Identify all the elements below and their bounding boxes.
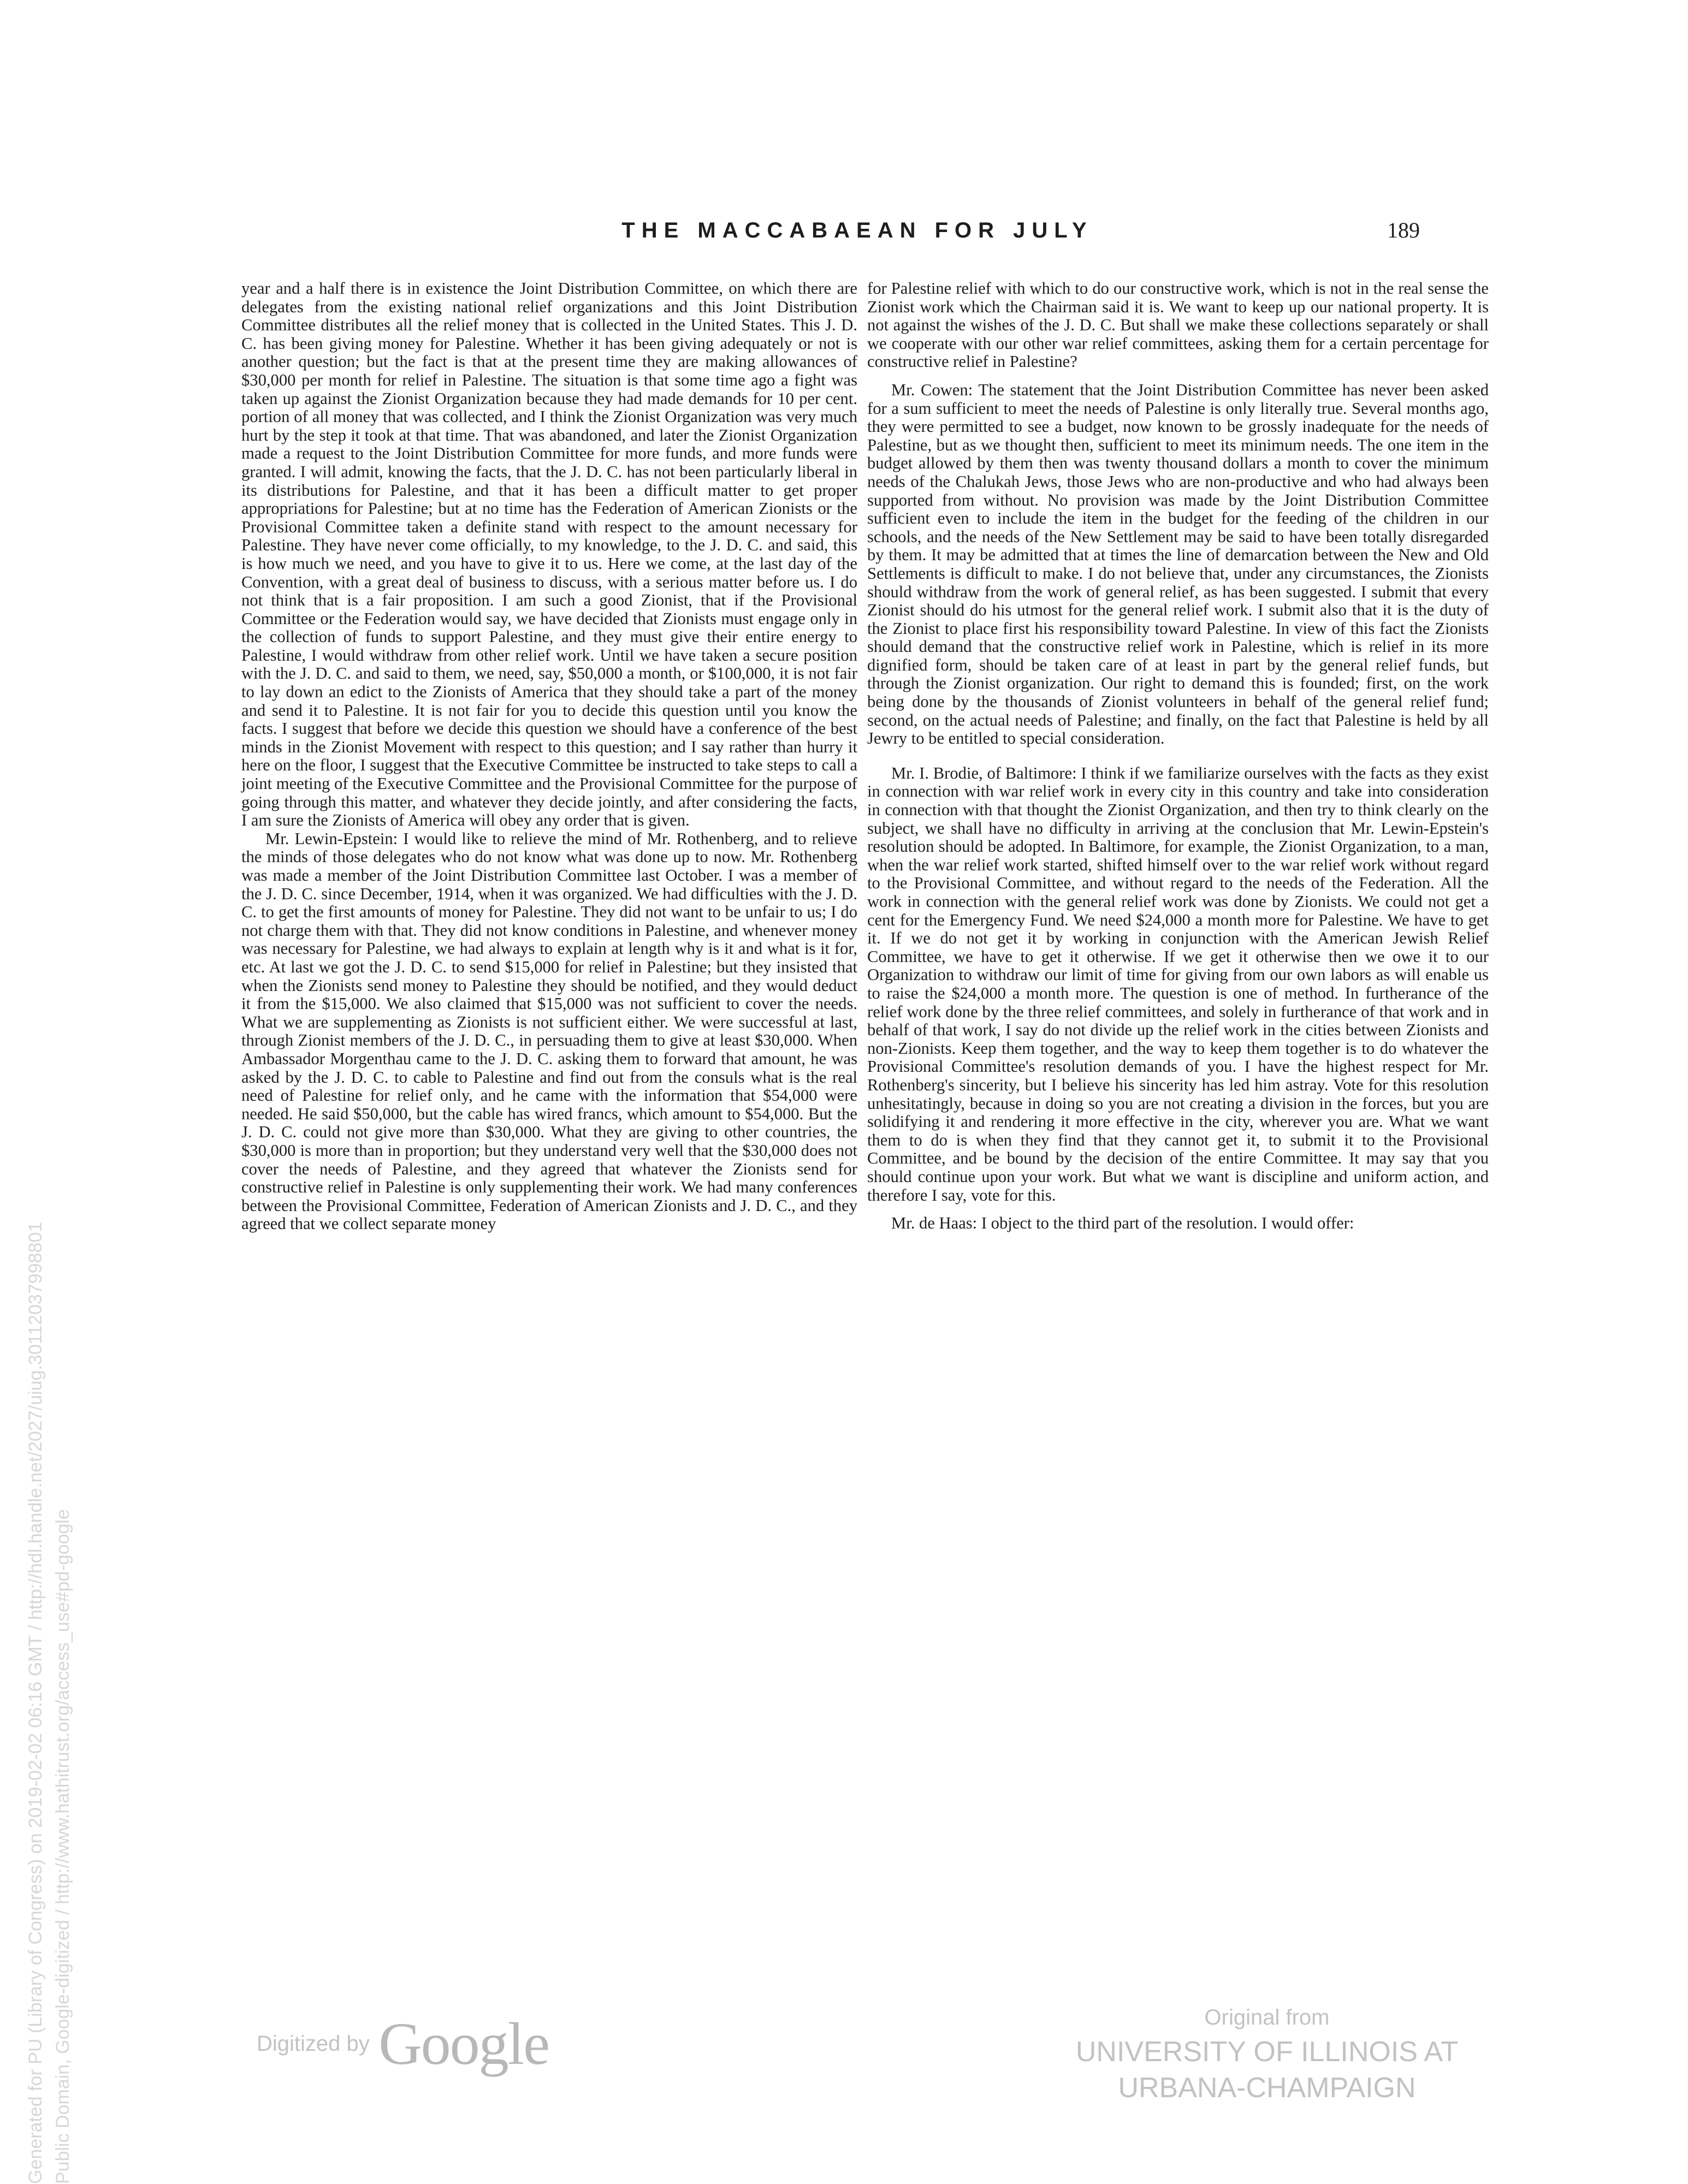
- google-logo: Google: [378, 2010, 549, 2077]
- page-header-title: THE MACCABAEAN FOR JULY: [621, 218, 1093, 242]
- watermark-line: Public Domain, Google-digitized / http://www.hathitrust.org/access_use#pd-google: [52, 1509, 73, 2184]
- watermark-line: Generated for PU (Library of Congress) on 2019-02-02 06:16 GMT / http://hdl.handle.net/2027/uiug.30112037998801: [25, 1221, 46, 2184]
- original-from-mark: [1070, 2001, 1464, 2106]
- paragraph: Mr. I. Brodie, of Baltimore: I think if we familiarize ourselves with the facts as they exist in connection with war relief work in every city in this country and take into consideration in connection with that thought the Zionist Organization, and then try to think clearly on the subject, we shall have no difficulty in arriving at the conclusion that Mr. Lewin-Epstein's resolution should be adopted. In Baltimore, for example, the Zionist Organization, to a man, when the war relief work started, shifted himself over to the war relief work without regard to the Provisional Committee, and without regard to the needs of the Federation. All the work in connection with the general relief work was done by Zionists. We could not get a cent for the Emergency Fund. We need $24,000 a month more for Palestine. We have to get it. If we do not get it by working in conjunction with the American Jewish Relief Committee, we have to get it otherwise. If we get it otherwise then we owe it to our Organization to withdraw our limit of time for giving from our own labors as will enable us to raise the $24,000 a month more. The question is one of method. In furtherance of the relief work done by the three relief committees, and solely in furtherance of that work and in behalf of that work, I say do not divide up the relief work in the cities between Zionists and non-Zionists. Keep them together, and the way to keep them together is to do whatever the Provisional Committee's resolution demands of you. I have the highest respect for Mr. Rothenberg's sincerity, but I believe his sincerity has led him astray. Vote for this resolution unhesitatingly, because in doing so you are not creating a division in the forces, but you are solidifying it and rendering it more effective in the city, wherever you are. What we want them to do is when they find that they cannot get it, to submit it to the Provisional Committee, and be bound by the decision of the entire Committee. It may say that you should continue upon your work. But what we want is discipline and uniform action, and therefore I say, vote for this.: [867, 763, 1489, 1204]
- digitized-by-text: Digitized by: [257, 2032, 370, 2056]
- digitized-by-google-mark: [257, 2009, 549, 2079]
- original-from-text: Original from: [1204, 2005, 1330, 2029]
- right-column: [867, 280, 1489, 1233]
- paragraph: Mr. Lewin-Epstein: I would like to relieve the mind of Mr. Rothenberg, and to relieve the minds of those delegates who do not know what was done up to now. Mr. Rothenberg was made a member of the Joint Distribution Committee last October. I was a member of the J. D. C. since December, 1914, when it was organized. We had difficulties with the J. D. C. to get the first amounts of money for Palestine. They did not want to be unfair to us; I do not charge them with that. They did not know conditions in Palestine, and whenever money was necessary for Palestine, we had always to explain at length why is it and what is it for, etc. At last we got the J. D. C. to send $15,000 for relief in Palestine; but they insisted that when the Zionists send money to Palestine they should be notified, and they would deduct it from the $15,000. We also claimed that $15,000 was not sufficient to cover the needs. What we are supplementing as Zionists is not sufficient either. We were successful at last, through Zionist members of the J. D. C., in persuading them to give at least $30,000. When Ambassador Morgenthau came to the J. D. C. asking them to forward that amount, he was asked by the J. D. C. to cable to Palestine and find out from the consuls what is the real need of Palestine for relief only, and he came with the information that $54,000 were needed. He said $50,000, but the cable has wired francs, which amount to $54,000. But the J. D. C. could not give more than $30,000. What they are giving to other countries, the $30,000 is more than in proportion; but they understand very well that the $30,000 does not cover the needs of Palestine, and they agreed that whatever the Zionists send for constructive relief in Palestine is only supplementing their work. We had many conferences between the Provisional Committee, Federation of American Zionists and J. D. C., and they agreed that we collect separate money: [241, 829, 857, 1233]
- page-number: 189: [1387, 218, 1420, 242]
- institution-name: URBANA-CHAMPAIGN: [1118, 2072, 1416, 2104]
- paragraph: year and a half there is in existence the Joint Distribution Committee, on which there are delegates from the existing national relief organizations and this Joint Distribution Committee distributes all the relief money that is collected in the United States. This J. D. C. has been giving money for Palestine. Whether it has been giving adequately or not is another question; but the fact is that at the present time they are making allowances of $30,000 per month for relief in Palestine. The situation is that some time ago a fight was taken up against the Zionist Organization because they had made demands for 10 per cent. portion of all money that was collected, and I think the Zionist Organization was very much hurt by the step it took at that time. That was abandoned, and later the Zionist Organization made a request to the Joint Distribution Committee for more funds, and more funds were granted. I will admit, knowing the facts, that the J. D. C. has not been particularly liberal in its distributions for Palestine, and that it has been a difficult matter to get proper appropriations for Palestine; but at no time has the Federation of American Zionists or the Provisional Committee taken a definite stand with respect to the amount necessary for Palestine. They have never come officially, to my knowledge, to the J. D. C. and said, this is how much we need, and you have to give it to us. Here we come, at the last day of the Convention, with a great deal of business to discuss, with a serious matter before us. I do not think that is a fair proposition. I am such a good Zionist, that if the Provisional Committee or the Federation would say, we have decided that Zionists must engage only in the collection of funds to support Palestine, and they must give their entire energy to Palestine, I would withdraw from other relief work. Until we have taken a secure position with the J. D. C. and said to them, we need, say, $50,000 a month, or $100,000, it is not fair to lay down an edict to the Zionists of America that they should take a part of the money and send it to Palestine. It is not fair for you to decide this question until you know the facts. I suggest that before we decide this question we should have a conference of the best minds in the Zionist Movement with respect to this question; and I say rather than hurry it here on the floor, I suggest that the Executive Committee be instructed to take steps to call a joint meeting of the Executive Committee and the Provisional Committee for the purpose of going through this matter, and whatever they decide jointly, and after considering the facts, I am sure the Zionists of America will obey any order that is given.: [241, 279, 857, 830]
- paragraph: for Palestine relief with which to do our constructive work, which is not in the real sense the Zionist work which the Chairman said it is. We want to keep up our national property. It is not against the wishes of the J. D. C. But shall we make these collections separately or shall we cooperate with our other war relief committees, asking them for a certain percentage for constructive relief in Palestine?: [867, 279, 1489, 371]
- left-column: [241, 280, 857, 1233]
- paragraph: Mr. Cowen: The statement that the Joint Distribution Committee has never been asked for a sum sufficient to meet the needs of Palestine is only literally true. Several months ago, they were permitted to see a budget, now known to be grossly inadequate for the needs of Palestine, but as we thought then, sufficient to meet its minimum needs. The one item in the budget allowed by them then was twenty thousand dollars a month to cover the minimum needs of the Chalukah Jews, those Jews who are non-productive and who had always been supported from without. No provision was made by the Joint Distribution Committee sufficient even to include the item in the budget for the feeding of the children in our schools, and the needs of the New Settlement may be said to have been totally disregarded by them. It may be admitted that at times the line of demarcation between the New and Old Settlements is difficult to make. I do not believe that, under any circumstances, the Zionists should withdraw from the work of general relief, as has been suggested. I submit that every Zionist should do his utmost for the general relief work. I submit also that it is the duty of the Zionist to place first his responsibility toward Palestine. In view of this fact the Zionists should demand that the constructive relief work in Palestine, which is relief in its more dignified form, should be taken care of at least in part by the general relief funds, but through the Zionist organization. Our right to demand this is founded; first, on the work being done by the thousands of Zionist volunteers in behalf of the general relief fund; second, on the actual needs of Palestine; and finally, on the fact that Palestine is held by all Jewry to be entitled to special consideration.: [867, 380, 1489, 748]
- institution-name: UNIVERSITY OF ILLINOIS AT: [1075, 2036, 1459, 2068]
- side-watermark: [22, 1222, 76, 2184]
- paragraph: Mr. de Haas: I object to the third part of the resolution. I would offer:: [891, 1214, 1354, 1233]
